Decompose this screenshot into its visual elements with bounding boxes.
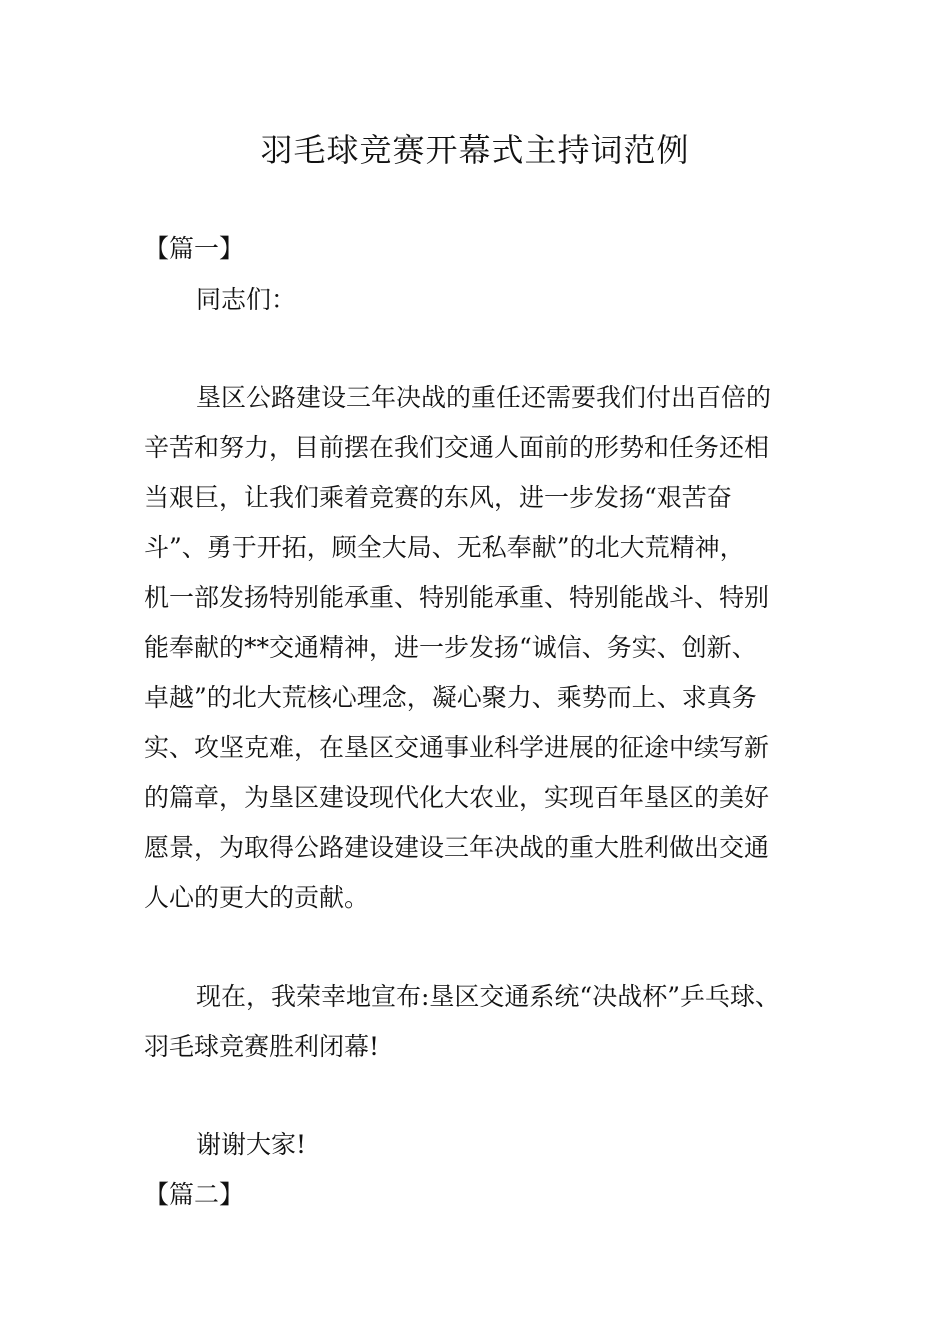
paragraph-line: 机一部发扬特别能承重、特别能承重、特别能战斗、特别 <box>144 583 770 612</box>
closing-line: 谢谢大家! <box>196 1130 307 1159</box>
salutation: 同志们： <box>196 285 297 314</box>
section-heading-2: 【篇二】 <box>144 1180 245 1209</box>
paragraph-line: 羽毛球竞赛胜利闭幕! <box>144 1032 380 1061</box>
paragraph-line: 实、攻坚克难，在垦区交通事业科学进展的征途中续写新 <box>144 733 770 762</box>
paragraph-line: 现在，我荣幸地宣布:垦区交通系统“决战杯”乒乓球、 <box>196 982 780 1011</box>
paragraph-line: 人心的更大的贡献。 <box>144 883 370 912</box>
paragraph-line: 当艰巨，让我们乘着竞赛的东风，进一步发扬“艰苦奋 <box>144 483 732 512</box>
paragraph-line: 愿景，为取得公路建设建设三年决战的重大胜利做出交通 <box>144 833 770 862</box>
paragraph-line: 垦区公路建设三年决战的重任还需要我们付出百倍的 <box>196 383 772 412</box>
section-heading-1: 【篇一】 <box>144 234 245 263</box>
document-title: 羽毛球竞赛开幕式主持词范例 <box>260 131 690 169</box>
paragraph-line: 的篇章，为垦区建设现代化大农业，实现百年垦区的美好 <box>144 783 770 812</box>
paragraph-line: 斗”、勇于开拓，顾全大局、无私奉献”的北大荒精神， <box>144 533 745 562</box>
paragraph-line: 卓越”的北大荒核心理念，凝心聚力、乘势而上、求真务 <box>144 683 757 712</box>
paragraph-line: 能奉献的**交通精神，进一步发扬“诚信、务实、创新、 <box>144 633 757 662</box>
paragraph-line: 辛苦和努力，目前摆在我们交通人面前的形势和任务还相 <box>144 433 770 462</box>
